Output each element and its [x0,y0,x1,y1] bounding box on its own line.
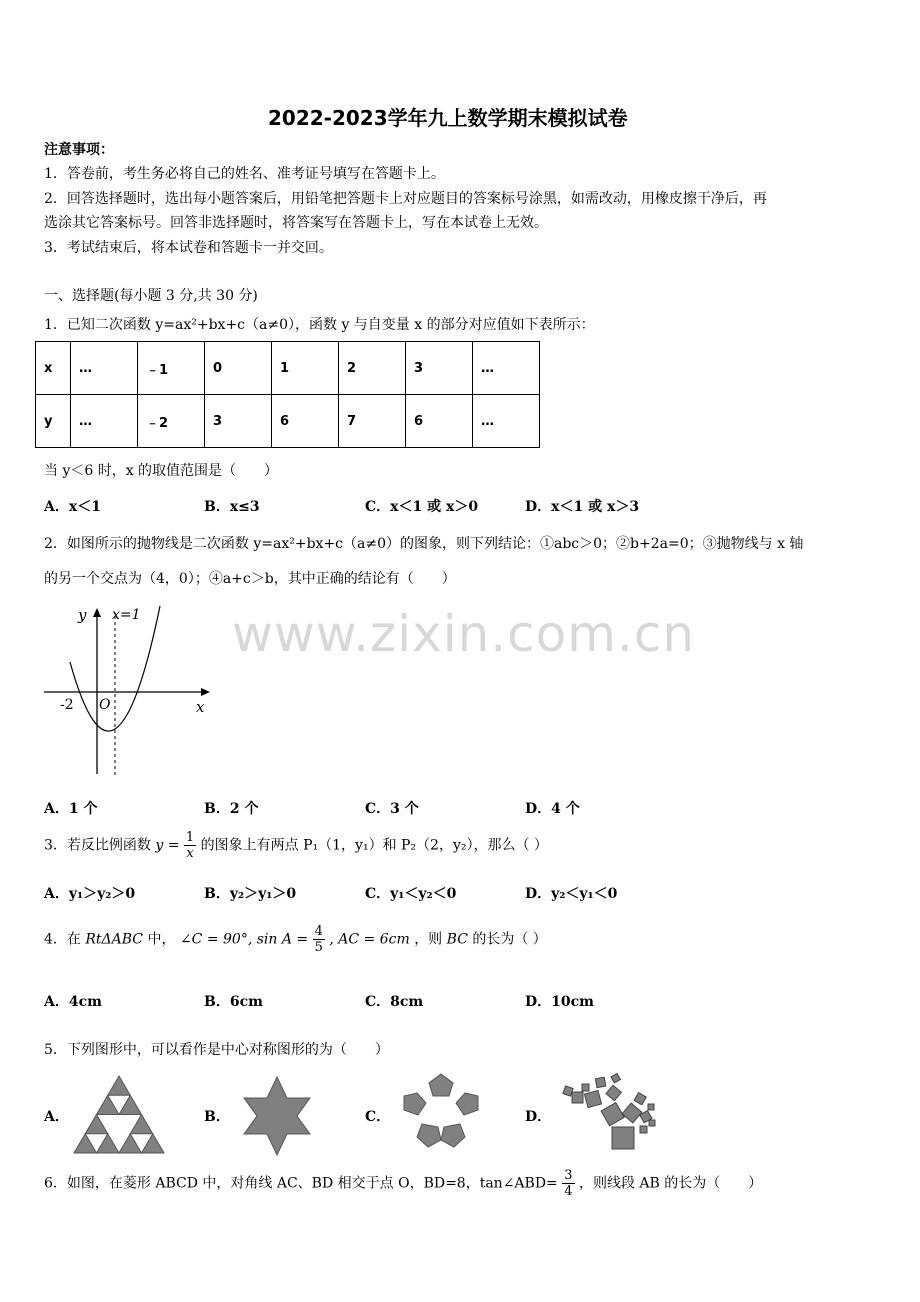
q2-parabola-graph [40,602,220,782]
table-row [36,395,540,448]
q3-post: 的图象上有两点 P₁（1，y₁）和 P₂（2，y₂），那么（ ） [200,837,548,854]
table-cell: 6 [406,395,473,448]
q6-fraction [562,1168,574,1199]
q4-cond-1: ∠C = 90°, sin A = [179,931,309,948]
q1-option-c: C．x＜1 或 x＞0 [365,499,479,515]
q4-mid: 中， [147,931,176,948]
q4-option-b: B．6cm [204,994,263,1010]
q4-fraction [313,924,325,955]
q5-label-a: A． [44,1109,69,1125]
notice-line-1: 1．答卷前，考生务必将自己的姓名、准考证号填写在答题卡上。 [44,166,445,182]
table-cell: 2 [339,342,406,395]
table-cell: ﹣2 [138,395,205,448]
x-axis-label: x [196,698,205,716]
q3-option-b: B．y₂＞y₁＞0 [204,886,297,902]
notice-line-2b: 选涂其它答案标号。回答非选择题时，将答案写在答题卡上，写在本试卷上无效。 [44,215,548,231]
q2-option-d: D．4 个 [525,801,580,817]
q5-figure-a-sierpinski [72,1074,166,1156]
q3-option-d: D．y₂＜y₁＜0 [525,886,618,902]
q5-label-d: D． [525,1109,552,1125]
q5-stem: 5．下列图形中，可以看作是中心对称图形的为（ ） [44,1042,389,1058]
q1-value-table [35,341,540,448]
q4-option-c: C．8cm [365,994,424,1010]
q6-pre: 6．如图，在菱形 ABCD 中，对角线 AC、BD 相交于点 O，BD=8，tan∠ABD= [44,1175,558,1192]
q5-label-c: C． [365,1109,391,1125]
q2-stem-1: 2．如图所示的抛物线是二次函数 y=ax²+bx+c（a≠0）的图象，则下列结论：①abc＞0；②b+2a=0；③抛物线与 x 轴 [44,536,804,552]
q3-pre: 3．若反比例函数 [44,837,151,854]
table-cell: 0 [205,342,272,395]
section-heading: 一、选择题(每小题 3 分,共 30 分) [44,288,258,304]
table-cell: 3 [406,342,473,395]
table-cell: 3 [205,395,272,448]
table-cell: … [71,342,138,395]
q4-den: 5 [314,940,323,955]
table-cell: 1 [272,342,339,395]
q4-option-d: D．10cm [525,994,594,1010]
q1-question: 当 y＜6 时，x 的取值范围是（ ） [44,463,279,479]
q6-post: ，则线段 AB 的长为（ ） [578,1175,763,1192]
q1-option-a: A．x＜1 [44,499,101,515]
watermark: www.zixin.com.cn [232,605,696,663]
q3-den: x [186,846,194,861]
q3-num: 1 [185,830,195,845]
q4-stem [44,924,547,955]
q4-num: 4 [314,924,323,939]
q4-triangle: RtΔABC [85,931,144,948]
q6-num: 3 [564,1168,573,1183]
table-cell: 7 [339,395,406,448]
q5-figure-b-hexagram [238,1075,316,1157]
table-row [36,342,540,395]
q4-cond-2: , AC = 6cm [329,931,410,948]
q6-den: 4 [564,1184,573,1199]
q2-option-c: C．3 个 [365,801,419,817]
q4-pre: 4．在 [44,931,81,948]
notice-line-3: 3．考试结束后，将本试卷和答题卡一并交回。 [44,240,333,256]
q4-post-1: ，则 [414,931,443,948]
q3-fraction [184,830,196,861]
q6-stem [44,1168,762,1199]
q4-post-2: 的长为（ ） [472,931,547,948]
y-axis-label: y [78,606,87,624]
root-label: -2 [60,697,74,713]
q3-option-c: C．y₁＜y₂＜0 [365,886,457,902]
table-cell: … [473,395,540,448]
q4-bc: BC [446,931,468,948]
q3-option-a: A．y₁＞y₂＞0 [44,886,136,902]
page-title: 2022-2023学年九上数学期末模拟试卷 [268,106,628,130]
notice-heading: 注意事项： [44,142,114,158]
notice-line-2a: 2．回答选择题时，选出每小题答案后，用铅笔把答题卡上对应题目的答案标号涂黑，如需改动，用橡皮擦干净后，再 [44,191,767,207]
q4-option-a: A．4cm [44,994,102,1010]
origin-label: O [99,697,111,713]
q1-stem: 1．已知二次函数 y=ax²+bx+c（a≠0），函数 y 与自变量 x 的部分对应值如下表所示： [44,317,595,333]
q1-option-b: B．x≤3 [204,499,260,515]
table-cell: 6 [272,395,339,448]
q5-figure-c-pentagons [398,1072,484,1152]
q1-option-d: D．x＜1 或 x＞3 [525,499,640,515]
q2-stem-2: 的另一个交点为（4，0）；④a+c＞b，其中正确的结论有（ ） [44,571,456,587]
table-cell: ﹣1 [138,342,205,395]
symmetry-line-label: x=1 [112,607,141,623]
q2-option-a: A．1 个 [44,801,98,817]
table-cell: … [71,395,138,448]
table-cell: … [473,342,540,395]
q3-stem [44,830,548,861]
q2-option-b: B．2 个 [204,801,259,817]
table-cell: y [36,395,71,448]
q3-y-eq: y = [155,837,180,854]
q5-label-b: B． [204,1109,230,1125]
q5-figure-d-pythagoras-tree [556,1072,666,1152]
table-cell: x [36,342,71,395]
